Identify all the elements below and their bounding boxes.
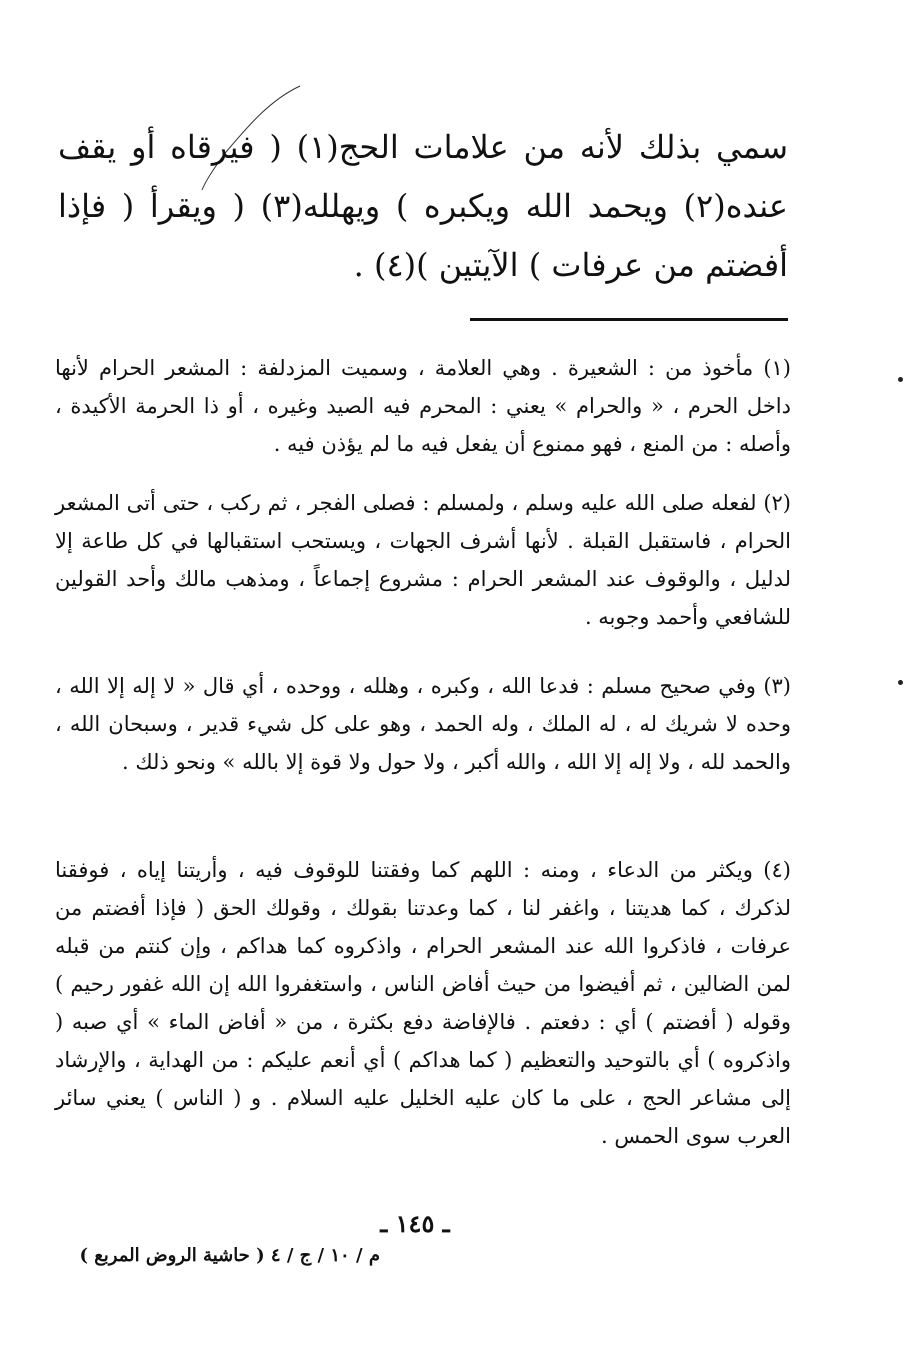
- footnote-3: (٣) وفي صحيح مسلم : فدعا الله ، وكبره ، وهلله ، ووحده ، أي قال « لا إله إلا الله ، وحده لا شريك له ، له الملك ، وله الحمد ، وهو على كل شيء قدير ، وسبحان الله ، والحمد لله ، ولا إله إلا الله ، والله أكبر ، ولا حول ولا قوة إلا بالله » ونحو ذلك .: [55, 674, 791, 774]
- running-footer: م / ١٠ / ج / ٤ ( حاشية الروض المربع ): [79, 1245, 380, 1266]
- margin-dot: [898, 680, 903, 685]
- footnote-separator: [470, 318, 788, 321]
- margin-dot: [898, 377, 903, 382]
- footnote-1: (١) مأخوذ من : الشعيرة . وهي العلامة ، وسميت المزدلفة : المشعر الحرام لأنها داخل الحرم ، « والحرام » يعني : المحرم فيه الصيد وغيره ، أو ذا الحرمة الأكيدة ، وأصله : من المنع ، فهو ممنوع أن يفعل فيه ما لم يؤذن فيه .: [55, 356, 791, 456]
- footnote-2: (٢) لفعله صلى الله عليه وسلم ، ولمسلم : فصلى الفجر ، ثم ركب ، حتى أتى المشعر الحرام ، فاستقبل القبلة . لأنها أشرف الجهات ، ويستحب استقبالها في كل طاعة إلا لدليل ، والوقوف عند المشعر الحرام : مشروع إجماعاً ، ومذهب مالك وأحد القولين للشافعي وأحمد وجوبه .: [55, 491, 791, 629]
- main-text: سمي بذلك لأنه من علامات الحج(١) ( فيرقاه أو يقف عنده(٢) ويحمد الله ويكبره ) ويهلله(٣) ( ويقرأ ( فإذا أفضتم من عرفات ) الآيتين )(٤) .: [58, 128, 789, 284]
- page-number: ـ ١٤٥ ـ: [380, 1209, 450, 1238]
- footnote-4: (٤) ويكثر من الدعاء ، ومنه : اللهم كما وفقتنا للوقوف فيه ، وأريتنا إياه ، فوفقنا لذكرك ، كما هديتنا ، واغفر لنا ، كما وعدتنا بقولك ، وقولك الحق ( فإذا أفضتم من عرفات ، فاذكروا الله عند المشعر الحرام ، واذكروه كما هداكم ، وإن كنتم من قبله لمن الضالين ، ثم أفيضوا من حيث أفاض الناس ، واستغفروا الله إن الله غفور رحيم ) وقوله ( أفضتم ) أي : دفعتم . فالإفاضة دفع بكثرة ، من « أفاض الماء » أي صبه ( واذكروه ) أي بالتوحيد والتعظيم ( كما هداكم ) أي أنعم عليكم : من الهداية ، والإرشاد إلى مشاعر الحج ، على ما كان عليه الخليل عليه السلام . و ( الناس ) يعني سائر العرب سوى الحمس .: [55, 858, 791, 1148]
